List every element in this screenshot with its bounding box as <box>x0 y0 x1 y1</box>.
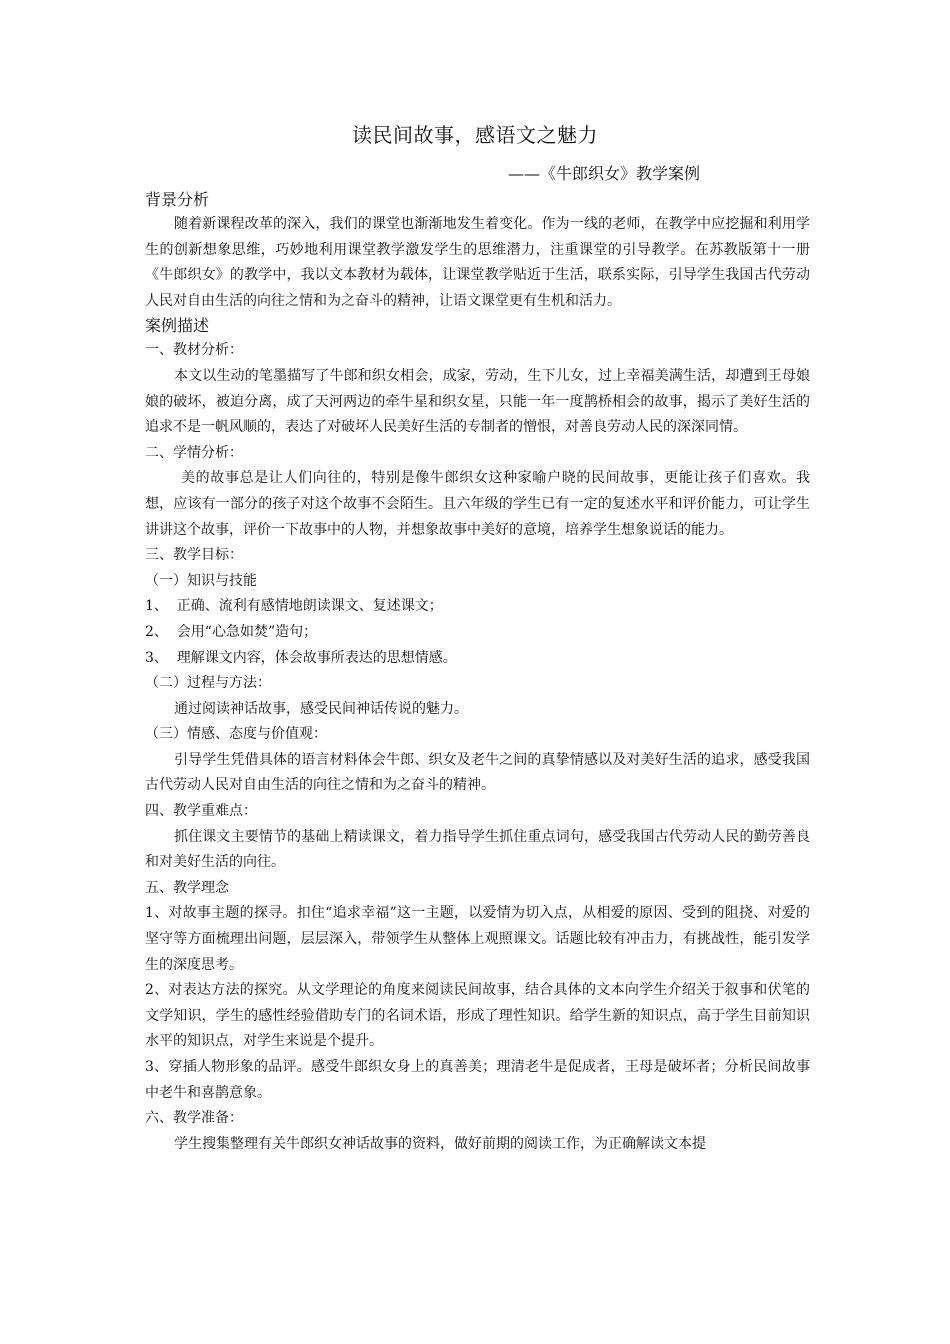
emotion-heading: （三）情感、态度与价值观： <box>145 726 327 743</box>
keypoints-paragraph: 抓住课文主要情节的基础上精读课文，着力指导学生抓住重点词句，感受我国古代劳动人民的勤劳善良和对美好生活的向往。 <box>145 828 810 871</box>
students-paragraph: 美的故事总是让人们向往的，特别是像牛郎织女这种家喻户晓的民间故事，更能让孩子们喜欢。我想，应该有一部分的孩子对这个故事不会陌生。且六年级的学生已有一定的复述水平和评价能力，可让学生讲讲这个故事，评价一下故事中的人物，并想象故事中美好的意境，培养学生想象说话的能力。 <box>145 470 810 538</box>
section-heading-background: 背景分析 <box>145 190 210 209</box>
philosophy-heading: 五、教学理念 <box>145 879 229 896</box>
document-subtitle: ——《牛郎织女》教学案例 <box>508 164 701 183</box>
background-paragraph: 随着新课程改革的深入，我们的课堂也渐渐地发生着变化。作为一线的老师，在教学中应挖掘和利用学生的创新想象思维，巧妙地利用课堂教学激发学生的思维潜力，注重课堂的引导教学。在苏教版第十一册《牛郎织女》的教学中，我以文本教材为载体，让课堂教学贴近于生活，联系实际，引导学生我国古代劳动人民对自由生活的向往之情和为之奋斗的精神，让语文课堂更有生机和活力。 <box>145 216 810 309</box>
material-heading: 一、教材分析： <box>145 342 243 359</box>
knowledge-item-1: 1、 正确、流利有感情地朗读课文、复述课文； <box>145 598 443 615</box>
emotion-text: 引导学生凭借具体的语言材料体会牛郎、织女及老牛之间的真挚情感以及对美好生活的追求，感受我国古代劳动人民对自由生活的向往之情和为之奋斗的精神。 <box>145 751 810 794</box>
process-text: 通过阅读神话故事，感受民间神话传说的魅力。 <box>174 700 468 717</box>
philosophy-item-3: 3、穿插人物形象的品评。感受牛郎织女身上的真善美；理清老牛是促成者，王母是破坏者；分析民间故事中老牛和喜鹊意象。 <box>145 1059 810 1101</box>
goals-heading: 三、教学目标： <box>145 547 243 564</box>
document-body <box>145 188 810 1157</box>
preparation-heading: 六、教学准备： <box>145 1110 243 1127</box>
knowledge-item-2: 2、 会用“心急如焚”造句； <box>145 623 318 640</box>
process-heading: （二）过程与方法： <box>145 675 271 692</box>
students-heading: 二、学情分析： <box>145 444 243 461</box>
document-title: 读民间故事，感语文之魅力 <box>352 123 598 147</box>
material-paragraph: 本文以生动的笔墨描写了牛郎和织女相会，成家，劳动，生下儿女，过上幸福美满生活，却遭到王母娘娘的破坏，被迫分离，成了天河两边的牵牛星和织女星，只能一年一度鹊桥相会的故事，揭示了美好生活的追求不是一帆风顺的，表达了对破坏人民美好生活的专制者的憎恨，对善良劳动人民的深深同情。 <box>145 367 810 436</box>
philosophy-item-1: 1、对故事主题的探寻。扣住“追求幸福”这一主题，以爱情为切入点，从相爱的原因、受到的阻挠、对爱的坚守等方面梳理出问题，层层深入，带领学生从整体上观照课文。话题比较有冲击力，有挑战性，能引发学生的深度思考。 <box>145 905 810 973</box>
keypoints-heading: 四、教学重难点： <box>145 803 257 820</box>
section-heading-case: 案例描述 <box>145 316 210 336</box>
knowledge-item-3: 3、 理解课文内容，体会故事所表达的思想情感。 <box>145 649 457 666</box>
preparation-paragraph: 学生搜集整理有关牛郎织女神话故事的资料，做好前期的阅读工作，为正确解读文本提 <box>174 1135 706 1152</box>
philosophy-item-2: 2、对表达方法的探究。从文学理论的角度来阅读民间故事，结合具体的文本向学生介绍关于叙事和伏笔的文学知识，学生的感性经验借助专门的名词术语，形成了理性知识。给学生新的知识点，高于学生目前知识水平的知识点，对学生来说是个提升。 <box>145 982 810 1050</box>
knowledge-heading: （一）知识与技能 <box>145 572 257 589</box>
